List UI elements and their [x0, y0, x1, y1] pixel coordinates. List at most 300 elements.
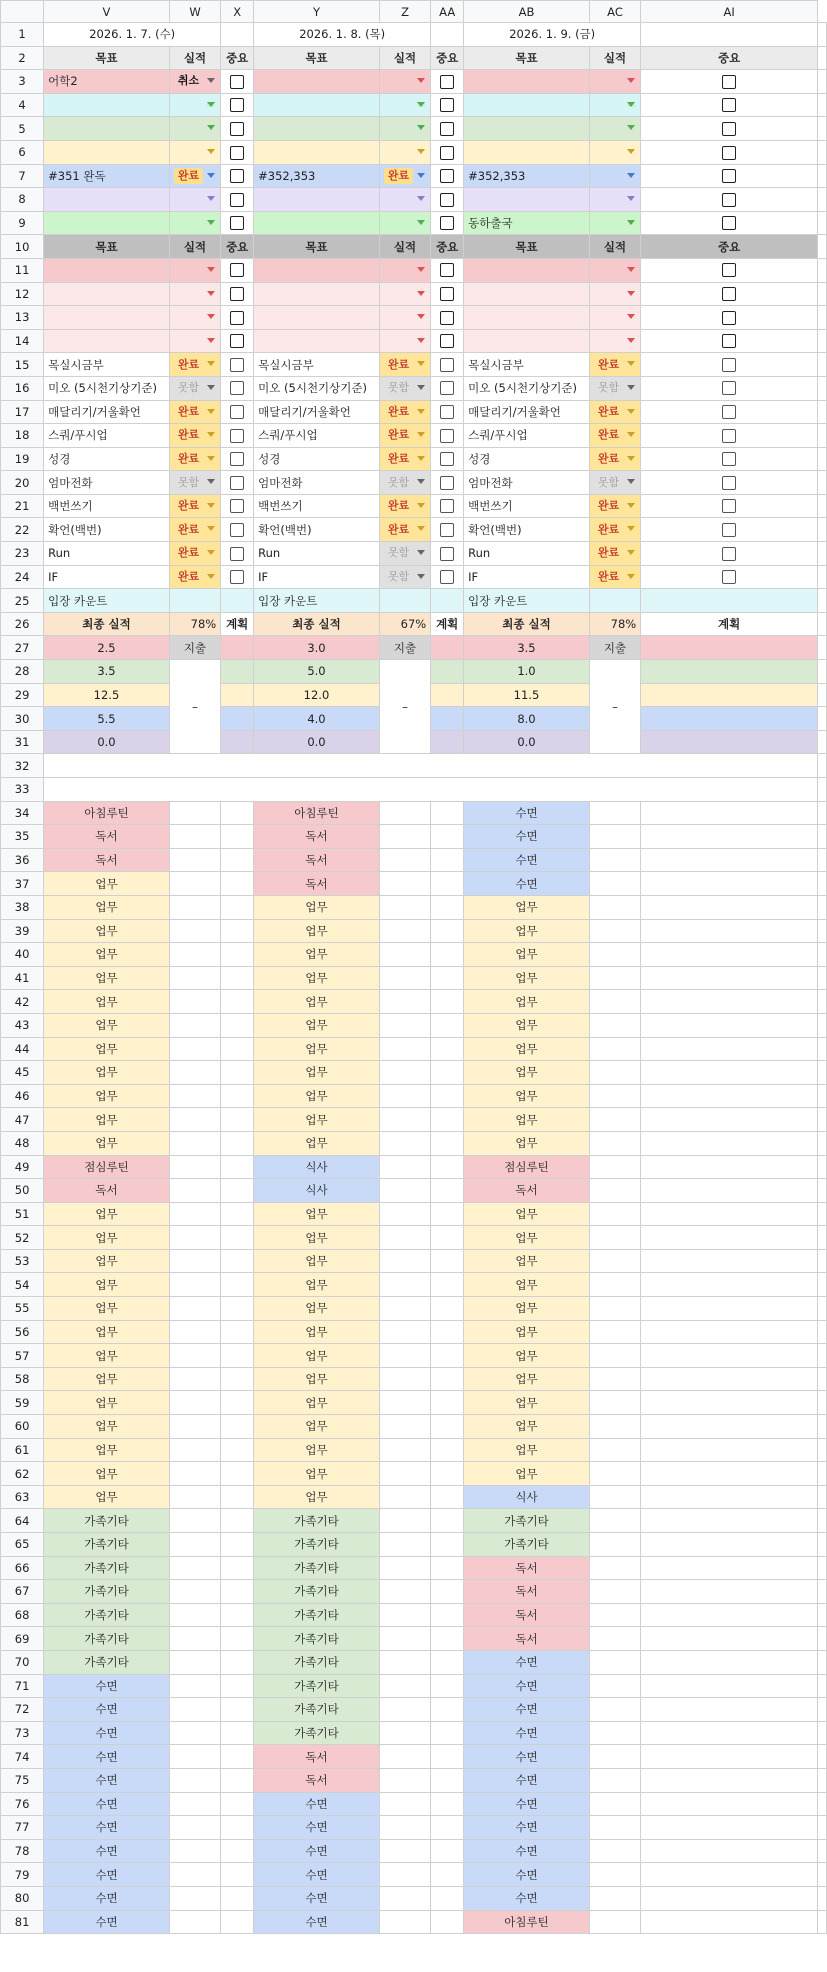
cell[interactable] [379, 1768, 430, 1792]
cell[interactable] [818, 1485, 827, 1509]
habit-label[interactable]: 미오 (5시천기상기준) [254, 376, 380, 400]
empty-row[interactable] [44, 778, 818, 802]
cell[interactable] [431, 23, 464, 47]
cell[interactable] [221, 1485, 254, 1509]
cell[interactable] [379, 1863, 430, 1887]
schedule-cell[interactable]: 수면 [254, 1910, 380, 1934]
cell[interactable] [818, 895, 827, 919]
cell[interactable] [169, 825, 220, 849]
goal-cell[interactable] [464, 140, 590, 164]
schedule-cell[interactable]: 업무 [254, 1297, 380, 1321]
schedule-cell[interactable]: 가족기타 [44, 1603, 170, 1627]
chevron-down-icon[interactable] [627, 220, 635, 225]
habit-status-dropdown[interactable] [379, 471, 430, 495]
chevron-down-icon[interactable] [207, 314, 215, 319]
row-number[interactable]: 64 [1, 1509, 44, 1533]
final-value[interactable]: 3.5 [464, 636, 590, 660]
row-number[interactable]: 4 [1, 93, 44, 117]
checkbox[interactable] [440, 570, 454, 584]
cell[interactable] [221, 1462, 254, 1486]
schedule-cell[interactable]: 업무 [464, 1391, 590, 1415]
cell[interactable] [169, 966, 220, 990]
checkbox[interactable] [440, 334, 454, 348]
cell[interactable] [221, 1273, 254, 1297]
cell[interactable] [379, 801, 430, 825]
goal-cell[interactable]: 동하출국 [464, 211, 590, 235]
cell[interactable] [379, 1462, 430, 1486]
cell[interactable] [589, 1721, 640, 1745]
cell[interactable] [641, 1698, 818, 1722]
habit-label[interactable]: 확언(백번) [254, 518, 380, 542]
cell[interactable] [431, 1580, 464, 1604]
cell[interactable] [818, 1745, 827, 1769]
result-dropdown[interactable] [169, 117, 220, 141]
cell[interactable] [431, 660, 464, 684]
goal-cell[interactable]: #351 완독 [44, 164, 170, 188]
schedule-cell[interactable]: 수면 [44, 1816, 170, 1840]
cell[interactable] [818, 1721, 827, 1745]
important-checkbox-cell[interactable] [431, 164, 464, 188]
habit-label[interactable]: IF [464, 565, 590, 589]
cell[interactable] [169, 1792, 220, 1816]
cell[interactable] [641, 1415, 818, 1439]
checkbox[interactable] [722, 287, 736, 301]
schedule-cell[interactable]: 수면 [464, 1721, 590, 1745]
cell[interactable] [169, 1509, 220, 1533]
important-checkbox-cell[interactable] [431, 329, 464, 353]
schedule-cell[interactable]: 가족기타 [254, 1674, 380, 1698]
row-number[interactable]: 6 [1, 140, 44, 164]
habit-label[interactable]: 확언(백번) [464, 518, 590, 542]
goal-cell[interactable] [254, 70, 380, 94]
chevron-down-icon[interactable] [207, 125, 215, 130]
checkbox[interactable] [230, 263, 244, 277]
cell[interactable] [379, 1202, 430, 1226]
schedule-cell[interactable]: 업무 [44, 966, 170, 990]
habit-status-dropdown[interactable] [169, 353, 220, 377]
schedule-cell[interactable]: 업무 [464, 1344, 590, 1368]
cell[interactable] [818, 400, 827, 424]
cell[interactable] [169, 990, 220, 1014]
schedule-cell[interactable]: 업무 [44, 1084, 170, 1108]
cell[interactable] [818, 1580, 827, 1604]
habit-checkbox-cell[interactable] [221, 400, 254, 424]
cell[interactable] [641, 1839, 818, 1863]
chevron-down-icon[interactable] [417, 149, 425, 154]
column-header[interactable]: AA [431, 1, 464, 23]
chevron-down-icon[interactable] [627, 456, 635, 461]
cell[interactable] [221, 1367, 254, 1391]
result-dropdown[interactable] [169, 188, 220, 212]
final-value[interactable]: 11.5 [464, 683, 590, 707]
cell[interactable] [431, 1084, 464, 1108]
row-number[interactable]: 14 [1, 329, 44, 353]
habit-checkbox-cell[interactable] [221, 565, 254, 589]
schedule-cell[interactable]: 수면 [464, 1650, 590, 1674]
goal-cell[interactable] [254, 306, 380, 330]
habit-checkbox-cell[interactable] [431, 376, 464, 400]
row-number[interactable]: 9 [1, 211, 44, 235]
final-value[interactable]: 12.5 [44, 683, 170, 707]
cell[interactable] [641, 1485, 818, 1509]
habit-label[interactable]: 목실시금부 [44, 353, 170, 377]
schedule-cell[interactable]: 업무 [464, 1226, 590, 1250]
final-value[interactable]: 5.5 [44, 707, 170, 731]
schedule-cell[interactable]: 가족기타 [254, 1698, 380, 1722]
result-dropdown[interactable] [589, 282, 640, 306]
schedule-cell[interactable]: 업무 [464, 1273, 590, 1297]
percent-value[interactable]: 78% [169, 612, 220, 636]
cell[interactable] [641, 730, 818, 754]
cell[interactable] [818, 1509, 827, 1533]
chevron-down-icon[interactable] [627, 173, 635, 178]
cell[interactable] [169, 1839, 220, 1863]
cell[interactable] [431, 1533, 464, 1557]
cell[interactable] [431, 1627, 464, 1651]
habit-status-dropdown[interactable] [589, 542, 640, 566]
result-dropdown[interactable] [169, 211, 220, 235]
cell[interactable] [379, 1886, 430, 1910]
row-number[interactable]: 13 [1, 306, 44, 330]
checkbox[interactable] [440, 75, 454, 89]
goal-cell[interactable]: #352,353 [254, 164, 380, 188]
cell[interactable] [641, 1768, 818, 1792]
cell[interactable] [641, 1155, 818, 1179]
cell[interactable] [641, 1603, 818, 1627]
cell[interactable] [818, 1391, 827, 1415]
column-header[interactable]: Y [254, 1, 380, 23]
cell[interactable] [589, 943, 640, 967]
schedule-cell[interactable]: 수면 [464, 801, 590, 825]
cell[interactable] [641, 1391, 818, 1415]
schedule-cell[interactable]: 수면 [254, 1792, 380, 1816]
checkbox[interactable] [722, 122, 736, 136]
checkbox[interactable] [722, 169, 736, 183]
cell[interactable] [818, 1226, 827, 1250]
cell[interactable] [818, 589, 827, 613]
schedule-cell[interactable]: 업무 [254, 1485, 380, 1509]
cell[interactable] [169, 1721, 220, 1745]
cell[interactable] [221, 1438, 254, 1462]
schedule-cell[interactable]: 수면 [254, 1886, 380, 1910]
schedule-cell[interactable]: 업무 [254, 1438, 380, 1462]
cell[interactable] [589, 848, 640, 872]
habit-checkbox-cell[interactable] [641, 471, 818, 495]
schedule-cell[interactable]: 수면 [44, 1674, 170, 1698]
schedule-cell[interactable]: 수면 [44, 1698, 170, 1722]
cell[interactable] [431, 895, 464, 919]
cell[interactable] [641, 1320, 818, 1344]
goal-cell[interactable] [44, 329, 170, 353]
schedule-cell[interactable]: 업무 [254, 1320, 380, 1344]
cell[interactable] [379, 1485, 430, 1509]
cell[interactable] [589, 1462, 640, 1486]
cell[interactable] [169, 1249, 220, 1273]
goal-cell[interactable] [44, 306, 170, 330]
chevron-down-icon[interactable] [417, 385, 425, 390]
cell[interactable] [641, 966, 818, 990]
row-number[interactable]: 65 [1, 1533, 44, 1557]
cell[interactable] [818, 1108, 827, 1132]
cell[interactable] [221, 589, 254, 613]
row-number[interactable]: 19 [1, 447, 44, 471]
cell[interactable] [818, 306, 827, 330]
cell[interactable] [641, 589, 818, 613]
important-checkbox-cell[interactable] [431, 188, 464, 212]
cell[interactable] [169, 1438, 220, 1462]
chevron-down-icon[interactable] [207, 409, 215, 414]
cell[interactable] [431, 1179, 464, 1203]
row-number[interactable]: 12 [1, 282, 44, 306]
cell[interactable] [169, 1816, 220, 1840]
row-number[interactable]: 44 [1, 1037, 44, 1061]
cell[interactable] [169, 1886, 220, 1910]
cell[interactable] [641, 1462, 818, 1486]
result-dropdown[interactable] [589, 164, 640, 188]
checkbox[interactable] [230, 523, 244, 537]
cell[interactable] [641, 919, 818, 943]
cell[interactable] [221, 1131, 254, 1155]
row-number[interactable]: 31 [1, 730, 44, 754]
chevron-down-icon[interactable] [627, 149, 635, 154]
row-number[interactable]: 36 [1, 848, 44, 872]
habit-label[interactable]: 미오 (5시천기상기준) [464, 376, 590, 400]
cell[interactable] [431, 1037, 464, 1061]
cell[interactable] [379, 848, 430, 872]
column-header[interactable]: Z [379, 1, 430, 23]
result-dropdown[interactable] [169, 306, 220, 330]
important-checkbox-cell[interactable] [641, 164, 818, 188]
important-checkbox-cell[interactable] [641, 93, 818, 117]
habit-status-dropdown[interactable] [169, 494, 220, 518]
checkbox[interactable] [440, 405, 454, 419]
cell[interactable] [818, 660, 827, 684]
habit-status-dropdown[interactable] [589, 353, 640, 377]
cell[interactable] [221, 966, 254, 990]
final-value[interactable]: 0.0 [254, 730, 380, 754]
important-checkbox-cell[interactable] [221, 70, 254, 94]
chevron-down-icon[interactable] [417, 526, 425, 531]
cell[interactable] [379, 1792, 430, 1816]
cell[interactable] [589, 1273, 640, 1297]
cell[interactable] [431, 1556, 464, 1580]
schedule-cell[interactable]: 수면 [464, 848, 590, 872]
cell[interactable] [589, 1367, 640, 1391]
column-header[interactable]: AB [464, 1, 590, 23]
cell[interactable] [221, 1580, 254, 1604]
habit-status-dropdown[interactable] [169, 376, 220, 400]
cell[interactable] [818, 636, 827, 660]
cell[interactable] [221, 943, 254, 967]
schedule-cell[interactable]: 업무 [254, 1084, 380, 1108]
corner-cell[interactable] [1, 1, 44, 23]
schedule-cell[interactable]: 업무 [254, 919, 380, 943]
cell[interactable] [221, 1886, 254, 1910]
checkbox[interactable] [230, 405, 244, 419]
cell[interactable] [221, 23, 254, 47]
final-value[interactable]: 1.0 [464, 660, 590, 684]
cell[interactable] [431, 1155, 464, 1179]
cell[interactable] [431, 1202, 464, 1226]
schedule-cell[interactable]: 업무 [44, 1013, 170, 1037]
cell[interactable] [589, 1816, 640, 1840]
cell[interactable] [818, 93, 827, 117]
goal-cell[interactable] [254, 211, 380, 235]
row-number[interactable]: 25 [1, 589, 44, 613]
chevron-down-icon[interactable] [627, 291, 635, 296]
cell[interactable] [169, 1344, 220, 1368]
cell[interactable] [818, 801, 827, 825]
important-checkbox-cell[interactable] [431, 306, 464, 330]
cell[interactable] [169, 1202, 220, 1226]
chevron-down-icon[interactable] [207, 456, 215, 461]
cell[interactable] [379, 943, 430, 967]
schedule-cell[interactable]: 업무 [44, 1037, 170, 1061]
chevron-down-icon[interactable] [627, 125, 635, 130]
important-checkbox-cell[interactable] [431, 282, 464, 306]
cell[interactable] [589, 1084, 640, 1108]
chevron-down-icon[interactable] [417, 432, 425, 437]
habit-label[interactable]: 목실시금부 [464, 353, 590, 377]
habit-status-dropdown[interactable] [589, 471, 640, 495]
schedule-cell[interactable]: 가족기타 [44, 1580, 170, 1604]
cell[interactable] [818, 1768, 827, 1792]
cell[interactable] [221, 801, 254, 825]
final-value[interactable]: 0.0 [464, 730, 590, 754]
habit-label[interactable]: 스쿼/푸시업 [44, 424, 170, 448]
habit-checkbox-cell[interactable] [431, 518, 464, 542]
final-value[interactable]: 12.0 [254, 683, 380, 707]
chevron-down-icon[interactable] [627, 361, 635, 366]
important-checkbox-cell[interactable] [221, 282, 254, 306]
goal-cell[interactable]: #352,353 [464, 164, 590, 188]
checkbox[interactable] [440, 169, 454, 183]
cell[interactable] [641, 990, 818, 1014]
cell[interactable] [641, 1226, 818, 1250]
schedule-cell[interactable]: 독서 [464, 1603, 590, 1627]
habit-checkbox-cell[interactable] [431, 424, 464, 448]
chevron-down-icon[interactable] [417, 291, 425, 296]
cell[interactable] [379, 1391, 430, 1415]
row-number[interactable]: 24 [1, 565, 44, 589]
cell[interactable] [818, 542, 827, 566]
result-dropdown[interactable] [169, 282, 220, 306]
habit-checkbox-cell[interactable] [431, 565, 464, 589]
cell[interactable] [169, 801, 220, 825]
entry-count-label[interactable]: 입장 카운트 [254, 589, 380, 613]
cell[interactable] [221, 1297, 254, 1321]
cell[interactable] [431, 966, 464, 990]
chevron-down-icon[interactable] [417, 102, 425, 107]
habit-checkbox-cell[interactable] [641, 565, 818, 589]
habit-label[interactable]: 스쿼/푸시업 [464, 424, 590, 448]
checkbox[interactable] [722, 547, 736, 561]
row-number[interactable]: 68 [1, 1603, 44, 1627]
chevron-down-icon[interactable] [207, 526, 215, 531]
cell[interactable] [169, 1863, 220, 1887]
schedule-cell[interactable]: 업무 [254, 1344, 380, 1368]
schedule-cell[interactable]: 업무 [44, 943, 170, 967]
cell[interactable] [641, 1344, 818, 1368]
schedule-cell[interactable]: 수면 [464, 1816, 590, 1840]
cell[interactable] [431, 1344, 464, 1368]
cell[interactable] [818, 1297, 827, 1321]
cell[interactable] [641, 1886, 818, 1910]
habit-label[interactable]: 백번쓰기 [254, 494, 380, 518]
row-number[interactable]: 59 [1, 1391, 44, 1415]
goal-cell[interactable] [254, 188, 380, 212]
important-checkbox-cell[interactable] [431, 93, 464, 117]
cell[interactable] [379, 990, 430, 1014]
chevron-down-icon[interactable] [417, 173, 425, 178]
chevron-down-icon[interactable] [417, 503, 425, 508]
cell[interactable] [818, 1650, 827, 1674]
cell[interactable] [379, 1037, 430, 1061]
habit-status-dropdown[interactable] [589, 376, 640, 400]
cell[interactable] [589, 1650, 640, 1674]
checkbox[interactable] [230, 122, 244, 136]
chevron-down-icon[interactable] [627, 267, 635, 272]
result-dropdown[interactable] [169, 140, 220, 164]
cell[interactable] [818, 1273, 827, 1297]
schedule-cell[interactable]: 수면 [464, 825, 590, 849]
chevron-down-icon[interactable] [207, 149, 215, 154]
schedule-cell[interactable]: 업무 [254, 966, 380, 990]
chevron-down-icon[interactable] [417, 361, 425, 366]
schedule-cell[interactable]: 업무 [464, 943, 590, 967]
schedule-cell[interactable]: 업무 [254, 1226, 380, 1250]
cell[interactable] [221, 1320, 254, 1344]
schedule-cell[interactable]: 수면 [44, 1910, 170, 1934]
cell[interactable] [221, 1108, 254, 1132]
schedule-cell[interactable]: 수면 [464, 1839, 590, 1863]
column-header[interactable]: AI [641, 1, 818, 23]
row-number[interactable]: 47 [1, 1108, 44, 1132]
cell[interactable] [221, 660, 254, 684]
chevron-down-icon[interactable] [627, 574, 635, 579]
cell[interactable] [431, 1721, 464, 1745]
row-number[interactable]: 52 [1, 1226, 44, 1250]
cell[interactable] [589, 1580, 640, 1604]
row-number[interactable]: 55 [1, 1297, 44, 1321]
schedule-cell[interactable]: 아침루틴 [254, 801, 380, 825]
schedule-cell[interactable]: 업무 [464, 1037, 590, 1061]
cell[interactable] [818, 1627, 827, 1651]
chevron-down-icon[interactable] [207, 173, 215, 178]
cell[interactable] [221, 1863, 254, 1887]
cell[interactable] [641, 825, 818, 849]
habit-checkbox-cell[interactable] [641, 400, 818, 424]
cell[interactable] [818, 1839, 827, 1863]
cell[interactable] [379, 1438, 430, 1462]
cell[interactable] [431, 1509, 464, 1533]
cell[interactable] [589, 1485, 640, 1509]
cell[interactable] [818, 1698, 827, 1722]
row-number[interactable]: 56 [1, 1320, 44, 1344]
cell[interactable] [589, 1155, 640, 1179]
checkbox[interactable] [722, 405, 736, 419]
schedule-cell[interactable]: 수면 [44, 1792, 170, 1816]
row-number[interactable]: 60 [1, 1415, 44, 1439]
chevron-down-icon[interactable] [417, 574, 425, 579]
checkbox[interactable] [440, 358, 454, 372]
cell[interactable] [818, 1415, 827, 1439]
row-number[interactable]: 54 [1, 1273, 44, 1297]
schedule-cell[interactable]: 업무 [254, 1202, 380, 1226]
chevron-down-icon[interactable] [207, 361, 215, 366]
column-header[interactable]: X [221, 1, 254, 23]
row-number[interactable]: 1 [1, 23, 44, 47]
